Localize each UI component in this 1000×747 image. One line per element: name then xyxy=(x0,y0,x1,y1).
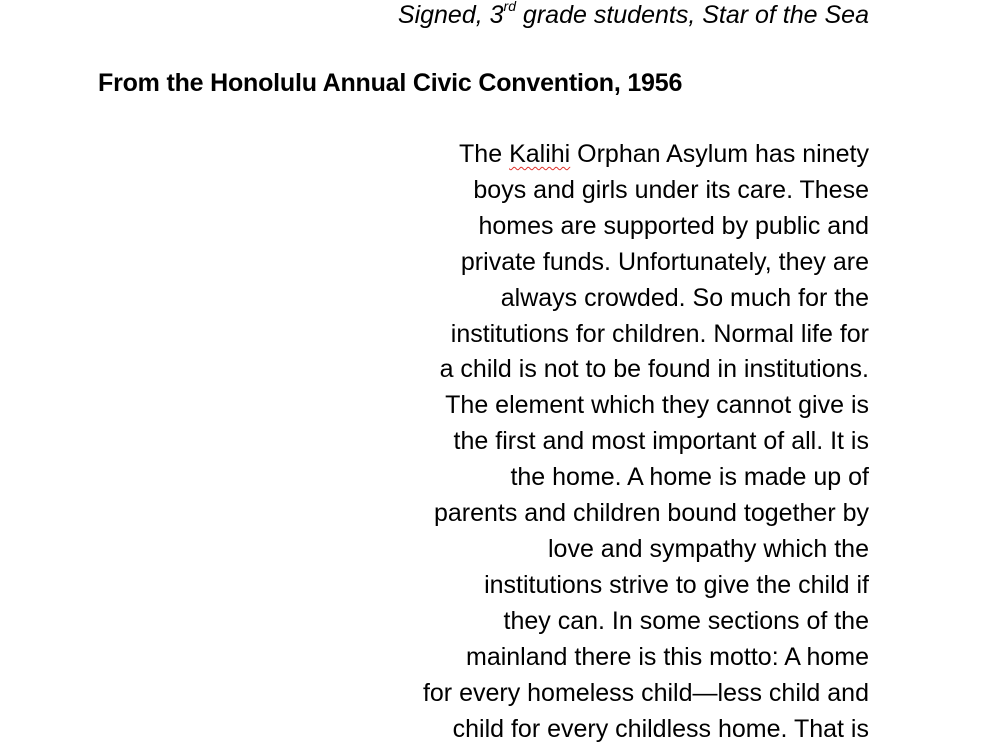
passage-line: institutions for children. Normal life for xyxy=(349,317,869,353)
passage-line: always crowded. So much for the xyxy=(349,281,869,317)
passage-line: love and sympathy which the xyxy=(349,532,869,568)
section-heading: From the Honolulu Annual Civic Convention, 1956 xyxy=(98,66,682,100)
signature-line xyxy=(398,0,869,32)
passage-line: child for every childless home. That is xyxy=(349,712,869,747)
quoted-passage xyxy=(349,137,869,747)
passage-line: the home. A home is made up of xyxy=(349,460,869,496)
signature-text-start: Signed, 3 xyxy=(398,1,504,29)
passage-line: homes are supported by public and xyxy=(349,209,869,245)
passage-line: for every homeless child—less child and xyxy=(349,676,869,712)
passage-line: parents and children bound together by xyxy=(349,496,869,532)
passage-text: The xyxy=(459,140,509,168)
passage-line: The element which they cannot give is xyxy=(349,388,869,424)
signature-text-end: grade students, Star of the Sea xyxy=(516,1,869,29)
passage-line: they can. In some sections of the xyxy=(349,604,869,640)
passage-line: private funds. Unfortunately, they are xyxy=(349,245,869,281)
passage-line: mainland there is this motto: A home xyxy=(349,640,869,676)
passage-text: Orphan Asylum has ninety xyxy=(570,140,869,168)
misspelled-word[interactable]: Kalihi xyxy=(509,140,570,168)
passage-line: the first and most important of all. It is xyxy=(349,424,869,460)
passage-line: a child is not to be found in institutions. xyxy=(349,352,869,388)
passage-line: institutions strive to give the child if xyxy=(349,568,869,604)
ordinal-superscript: rd xyxy=(504,0,516,14)
passage-line: boys and girls under its care. These xyxy=(349,173,869,209)
passage-line xyxy=(349,137,869,173)
